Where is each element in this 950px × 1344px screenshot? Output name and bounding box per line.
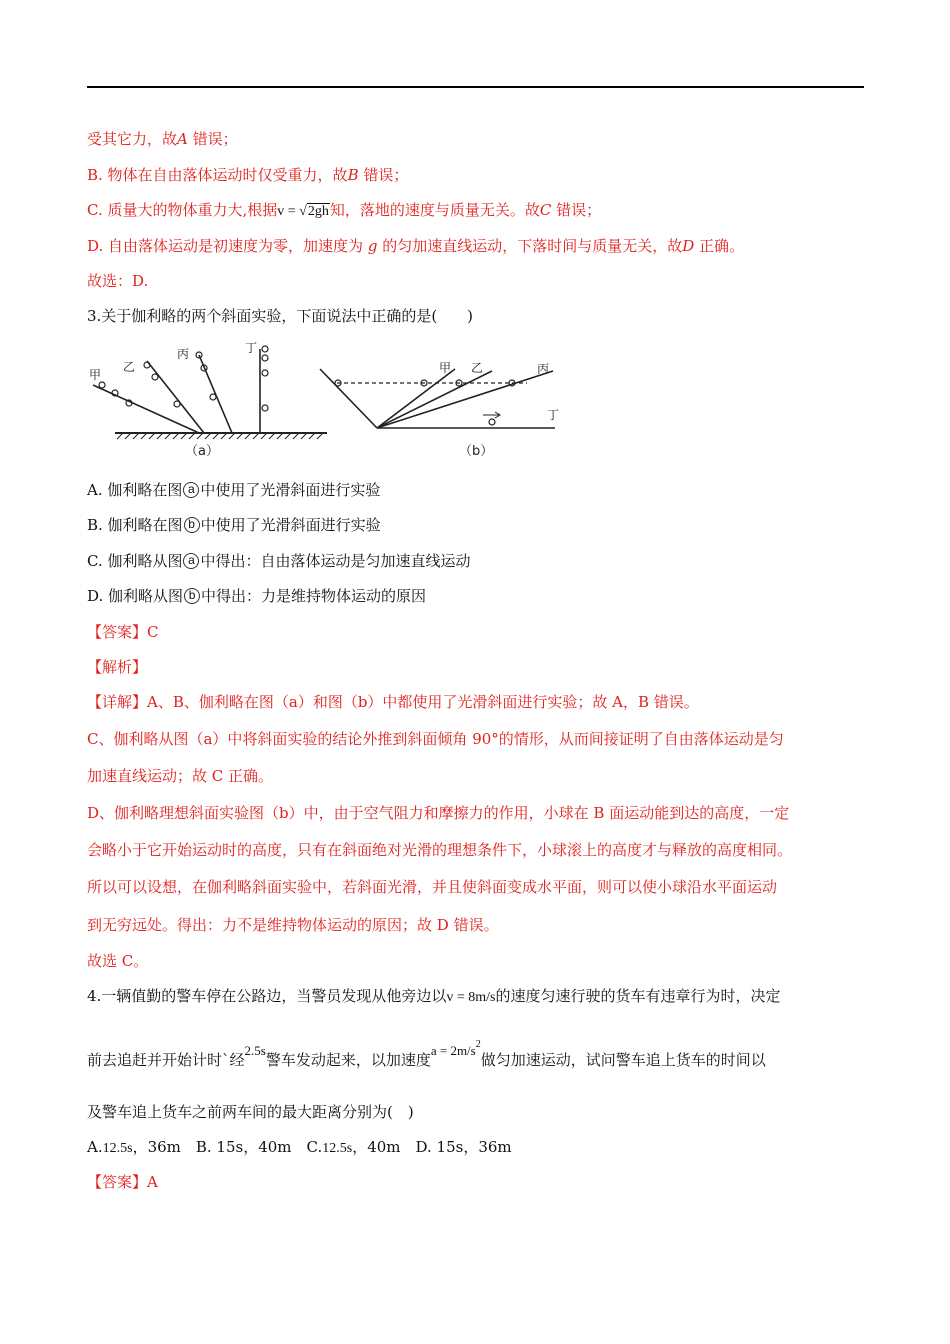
q3-analysis-heading: 【解析】 bbox=[87, 658, 148, 676]
fig-a-label-yi: 乙 bbox=[123, 360, 136, 374]
fig-b-label-jia: 甲 bbox=[439, 361, 452, 375]
fig-a-label-jia: 甲 bbox=[89, 368, 102, 382]
formula-v-sqrt: v = √2gh bbox=[277, 204, 329, 219]
q3-option-d: D. 伽利略从图 b 中得出：力是维持物体运动的原因 bbox=[87, 587, 427, 605]
question-3-stem: 3.关于伽利略的两个斜面实验，下面说法中正确的是( ) bbox=[87, 307, 474, 325]
fig-b-label-yi: 乙 bbox=[471, 361, 484, 375]
q3-detail-6: 所以可以设想，在伽利略斜面实验中，若斜面光滑，并且使斜面变成水平面，则可以使小球沿水平面运动 bbox=[87, 878, 778, 896]
q3-detail-1: 【详解】A、B、伽利略在图（a）和图（b）中都使用了光滑斜面进行实验；故 A，B 错误。 bbox=[87, 693, 699, 711]
fig-a-caption: （a） bbox=[185, 444, 219, 459]
q3-answer: 【答案】C bbox=[87, 623, 159, 641]
q3-option-b: B. 伽利略在图 b 中使用了光滑斜面进行实验 bbox=[87, 516, 381, 534]
q3-option-a: A. 伽利略在图 a 中使用了光滑斜面进行实验 bbox=[87, 481, 381, 499]
explain-line-3: C. 质量大的物体重力大,根据v = √2gh知，落地的速度与质量无关。故C 错误； bbox=[87, 201, 602, 219]
fig-a-label-bing: 丙 bbox=[177, 347, 190, 361]
galileo-figure bbox=[87, 335, 567, 465]
figure-b bbox=[320, 369, 555, 428]
q3-detail-4: D、伽利略理想斜面实验图（b）中，由于空气阻力和摩擦力的作用，小球在 B 面运动能到达的高度，一定 bbox=[87, 804, 790, 822]
q3-option-c: C. 伽利略从图 a 中得出：自由落体运动是匀加速直线运动 bbox=[87, 552, 471, 570]
question-4-stem-3: 及警车追上货车之前两车间的最大距离分别为( ) bbox=[87, 1103, 414, 1121]
q3-detail-5: 会略小于它开始运动时的高度，只有在斜面绝对光滑的理想条件下，小球滚上的高度才与释放的高度相同。 bbox=[87, 841, 793, 859]
q3-detail-2: C、伽利略从图（a）中将斜面实验的结论外推到斜面倾角 90°的情形，从而间接证明了自由落体运动是匀 bbox=[87, 730, 784, 748]
explain-line-4: D. 自由落体运动是初速度为零，加速度为 g 的匀加速直线运动，下落时间与质量无关，故D 正确。 bbox=[87, 237, 745, 255]
explain-line-2: B. 物体在自由落体运动时仅受重力，故B 错误； bbox=[87, 166, 409, 184]
header-rule bbox=[87, 86, 864, 88]
fig-a-label-ding: 丁 bbox=[245, 341, 258, 355]
q4-answer: 【答案】A bbox=[87, 1173, 158, 1191]
explain-line-1: 受其它力，故A 错误； bbox=[87, 130, 238, 148]
fig-b-label-ding: 丁 bbox=[547, 408, 560, 422]
question-4-options: A.12.5s，36m B. 15s，40m C.12.5s，40m D. 15s，36m bbox=[87, 1138, 512, 1156]
fig-b-caption: （b） bbox=[459, 444, 494, 459]
question-4-stem-1: 4.一辆值勤的警车停在公路边，当警员发现从他旁边以v = 8m/s的速度匀速行驶的货车有违章行为时，决定 bbox=[87, 987, 781, 1005]
q3-detail-7: 到无穷远处。得出：力不是维持物体运动的原因；故 D 错误。 bbox=[87, 916, 499, 934]
q3-detail-3: 加速直线运动；故 C 正确。 bbox=[87, 767, 274, 785]
fig-b-label-bing: 丙 bbox=[537, 362, 550, 376]
q3-conclusion: 故选 C。 bbox=[87, 952, 149, 970]
explain-line-5: 故选：D. bbox=[87, 272, 149, 290]
question-4-stem-2: 前去追赶并开始计时`经2.5s警车发动起来，以加速度$a = 2m/s^2$做匀加速运动，试问警车追上货车的时间以 bbox=[87, 1039, 766, 1069]
